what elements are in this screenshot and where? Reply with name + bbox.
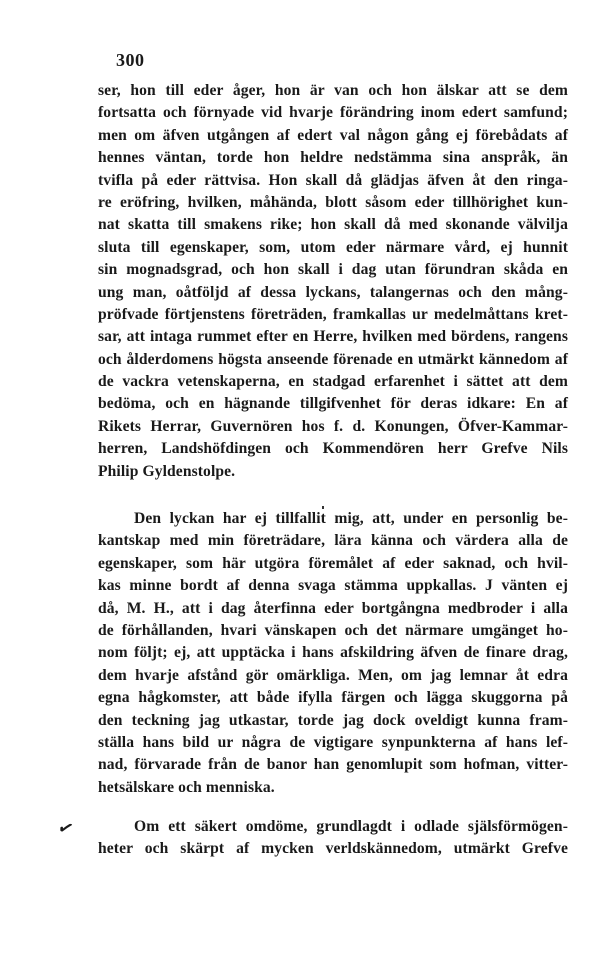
text-line: dem hvarje afstånd gör omärkliga. Men, om jag lemnar åt edra [98, 666, 568, 684]
text-line: nat skatta till smakens rike; hon skall då med skonande välvilja [98, 216, 568, 234]
text-line: de vackra vetenskaperna, en stadgad erfarenhet i sättet att dem [98, 373, 568, 391]
text-line: ser, hon till eder åger, hon är van och hon älskar att se dem [98, 82, 568, 99]
text-line: herren, Landshöfdingen och Kommendören herr Grefve Nils [98, 440, 568, 458]
text-line: sluta till egenskaper, som, utom eder närmare vård, ej hunnit [98, 238, 568, 256]
text-line: och ålderdomens högsta anseende förenade en utmärkt kännedom af [98, 350, 568, 368]
margin-check-mark: ✓ [55, 816, 77, 841]
text-line: kas minne bordt af denna svaga stämma uppkallas. J vänten ej [98, 577, 568, 595]
text-line: pröfvade förtjenstens företräden, framkallas ur medelmåttans kret- [98, 305, 568, 323]
text-line: hennes väntan, torde hon heldre nedstämma sina anspråk, än [98, 149, 568, 167]
text-line: Rikets Herrar, Guvernören hos f. d. Konungen, Öfver-Kammar- [98, 417, 568, 435]
text-line: Den lyckan har ej tillfallit mig, att, under en personlig be- [134, 510, 568, 527]
text-line: sar, att intaga rummet efter en Herre, hvilken med bördens, rangens [98, 328, 568, 346]
paragraph-2 [98, 508, 568, 799]
text-line: kantskap med min företrädare, lära känna och värdera alla de [98, 532, 568, 550]
text-line: Om ett säkert omdöme, grundlagdt i odlade själsförmögen- [134, 818, 568, 835]
text-line: egna hågkomster, att både ifylla färgen och lägga skuggorna på [98, 689, 568, 707]
text-line: sin mognadsgrad, och hon skall i dag utan förundran skåda en [98, 261, 568, 279]
paragraph-1 [98, 80, 568, 483]
text-line: nad, förvarade från de banor han genomlupit som hofman, vitter- [98, 756, 568, 774]
text-line: de förhållanden, hvari vänskapen och det närmare umgänget ho- [98, 621, 568, 639]
text-line: tvifla på eder rättvisa. Hon skall då glädjas äfven åt den ringa- [98, 171, 568, 189]
text-line: egenskaper, som här utgöra föremålet af eder saknad, och hvil- [98, 554, 568, 572]
text-line: Philip Gyldenstolpe. [98, 462, 236, 480]
text-line: den teckning jag utkastar, torde jag dock oveldigt kunna fram- [98, 711, 568, 729]
text-line: ställa hans bild ur några de vigtigare synpunkterna af hans lef- [98, 733, 568, 751]
text-line: hetsälskare och menniska. [98, 778, 275, 796]
text-line: heter och skärpt af mycken verldskännedom, utmärkt Grefve [98, 840, 568, 858]
text-line: men om äfven utgången af edert val någon gång ej förebådats af [98, 126, 568, 144]
text-line: fortsatta och förnyade vid hvarje förändring inom edert samfund; [98, 104, 568, 122]
text-line: re eröfring, hvilken, måhända, blott såsom eder tillhörighet kun- [98, 193, 568, 211]
text-line: ung man, oåtföljd af dessa lyckans, talangernas och den mång- [98, 283, 568, 301]
page-number: 300 [116, 50, 145, 70]
text-line: då, M. H., att i dag återfinna eder bortgångna medbroder i alla [98, 599, 568, 617]
text-line: bedöma, och en hägnande tillgifvenhet för deras idkare: En af [98, 395, 568, 413]
paragraph-3 [98, 816, 568, 861]
text-line: nom följt; ej, att upptäcka i hans afskildring äfven de finare drag, [98, 644, 568, 662]
